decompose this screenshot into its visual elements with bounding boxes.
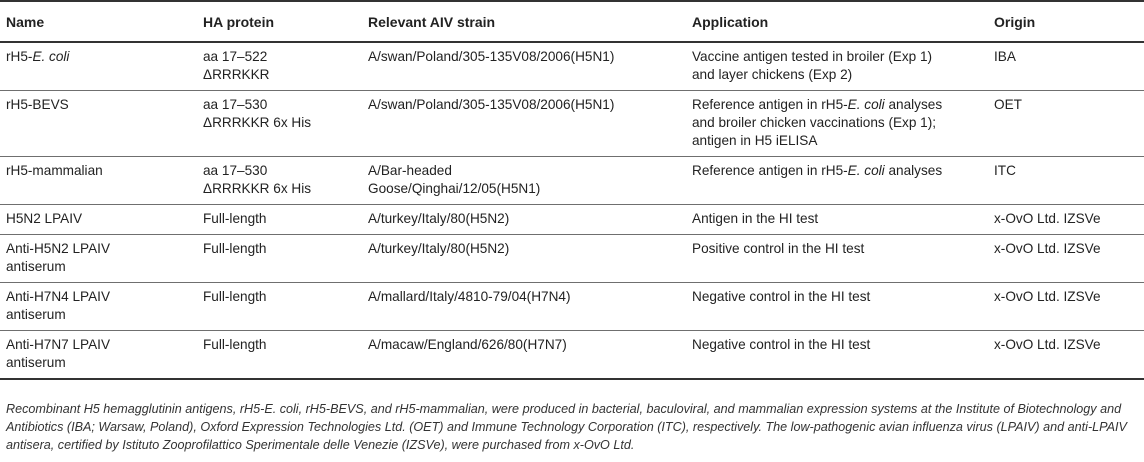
cell-ha-protein [203,91,368,157]
cell-ha-protein-line: aa 17–522 [203,49,268,64]
cell-strain [368,283,692,331]
cell-ha-protein-line: Full-length [203,337,267,352]
cell-origin: ITC [994,157,1144,205]
header-application: Application [692,1,994,42]
cell-origin: OET [994,91,1144,157]
table-body [0,42,1144,379]
cell-application [692,205,994,235]
cell-name-line: antiserum [6,259,66,274]
cell-name [0,331,203,380]
table-row [0,42,1144,91]
cell-ha-protein [203,235,368,283]
cell-application-line: and layer chickens (Exp 2) [692,67,853,82]
header-name: Name [0,1,203,42]
cell-name [0,42,203,91]
table-row [0,331,1144,380]
cell-name-line: rH5-mammalian [6,163,103,178]
cell-name [0,235,203,283]
cell-strain [368,91,692,157]
cell-name-line: Anti-H7N4 LPAIV [6,289,111,304]
table-row [0,283,1144,331]
table-footnote: Recombinant H5 hemagglutinin antigens, rH5-E. coli, rH5-BEVS, and rH5-mammalian, were produced in bacterial, baculoviral, and mammalian expression systems at the Institute of Biotechnology and Antibiotics (IBA; Warsaw, Poland), Oxford Expression Technologies Ltd. (OET) and Immune Technology Corporation (ITC), respectively. The low-pathogenic avian influenza virus (LPAIV) and anti-LPAIV antisera, certified by Istituto Zooprofilattico Sperimentale delle Venezie (IZSVe), were purchased from x-OvO Ltd. [6,402,1127,452]
cell-origin: x-OvO Ltd. IZSVe [994,331,1144,380]
cell-name-line: Anti-H7N7 LPAIV [6,337,111,352]
cell-application-line: Negative control in the HI test [692,289,871,304]
table-row [0,235,1144,283]
cell-strain [368,205,692,235]
cell-name [0,91,203,157]
cell-ha-protein [203,205,368,235]
cell-origin: x-OvO Ltd. IZSVe [994,205,1144,235]
cell-name [0,205,203,235]
cell-application-line: Positive control in the HI test [692,241,865,256]
cell-ha-protein-line: Full-length [203,211,267,226]
cell-name-line: rH5-E. coli [6,49,70,64]
cell-name [0,283,203,331]
header-origin: Origin [994,1,1144,42]
cell-application-line: Antigen in the HI test [692,211,819,226]
cell-application [692,42,994,91]
cell-ha-protein-line: aa 17–530 [203,163,268,178]
cell-ha-protein-line: Full-length [203,241,267,256]
cell-application [692,235,994,283]
cell-strain-line: A/Bar-headed [368,163,452,178]
cell-application [692,91,994,157]
table-row [0,91,1144,157]
cell-name-line: Anti-H5N2 LPAIV [6,241,111,256]
cell-strain [368,235,692,283]
cell-application-line: antigen in H5 iELISA [692,133,818,148]
cell-application-line: Reference antigen in rH5-E. coli analyses [692,163,943,178]
cell-strain [368,331,692,380]
table-row [0,205,1144,235]
cell-strain-line: A/mallard/Italy/4810-79/04(H7N4) [368,289,571,304]
cell-ha-protein-line: ΔRRRKKR [203,67,270,82]
cell-name [0,157,203,205]
cell-strain-line: A/swan/Poland/305-135V08/2006(H5N1) [368,49,615,64]
header-strain: Relevant AIV strain [368,1,692,42]
cell-ha-protein [203,157,368,205]
cell-name-line: rH5-BEVS [6,97,69,112]
cell-origin: IBA [994,42,1144,91]
cell-ha-protein-line: Full-length [203,289,267,304]
cell-ha-protein-line: ΔRRRKKR 6x His [203,181,312,196]
cell-ha-protein-line: ΔRRRKKR 6x His [203,115,312,130]
cell-strain [368,42,692,91]
cell-application [692,283,994,331]
cell-strain-line: A/turkey/Italy/80(H5N2) [368,241,510,256]
cell-name-line: antiserum [6,355,66,370]
cell-ha-protein-line: aa 17–530 [203,97,268,112]
cell-ha-protein [203,331,368,380]
cell-name-line: H5N2 LPAIV [6,211,83,226]
cell-ha-protein [203,283,368,331]
header-row [0,1,1144,42]
cell-ha-protein [203,42,368,91]
cell-strain-line: A/macaw/England/626/80(H7N7) [368,337,567,352]
cell-origin: x-OvO Ltd. IZSVe [994,235,1144,283]
cell-application-line: and broiler chicken vaccinations (Exp 1); [692,115,937,130]
cell-application [692,157,994,205]
cell-application-line: Negative control in the HI test [692,337,871,352]
cell-strain-line: Goose/Qinghai/12/05(H5N1) [368,181,541,196]
cell-strain-line: A/swan/Poland/305-135V08/2006(H5N1) [368,97,615,112]
cell-origin: x-OvO Ltd. IZSVe [994,283,1144,331]
cell-application-line: Reference antigen in rH5-E. coli analyses [692,97,943,112]
cell-strain-line: A/turkey/Italy/80(H5N2) [368,211,510,226]
table-row [0,157,1144,205]
cell-strain [368,157,692,205]
header-ha-protein: HA protein [203,1,368,42]
cell-application [692,331,994,380]
cell-application-line: Vaccine antigen tested in broiler (Exp 1) [692,49,933,64]
cell-name-line: antiserum [6,307,66,322]
